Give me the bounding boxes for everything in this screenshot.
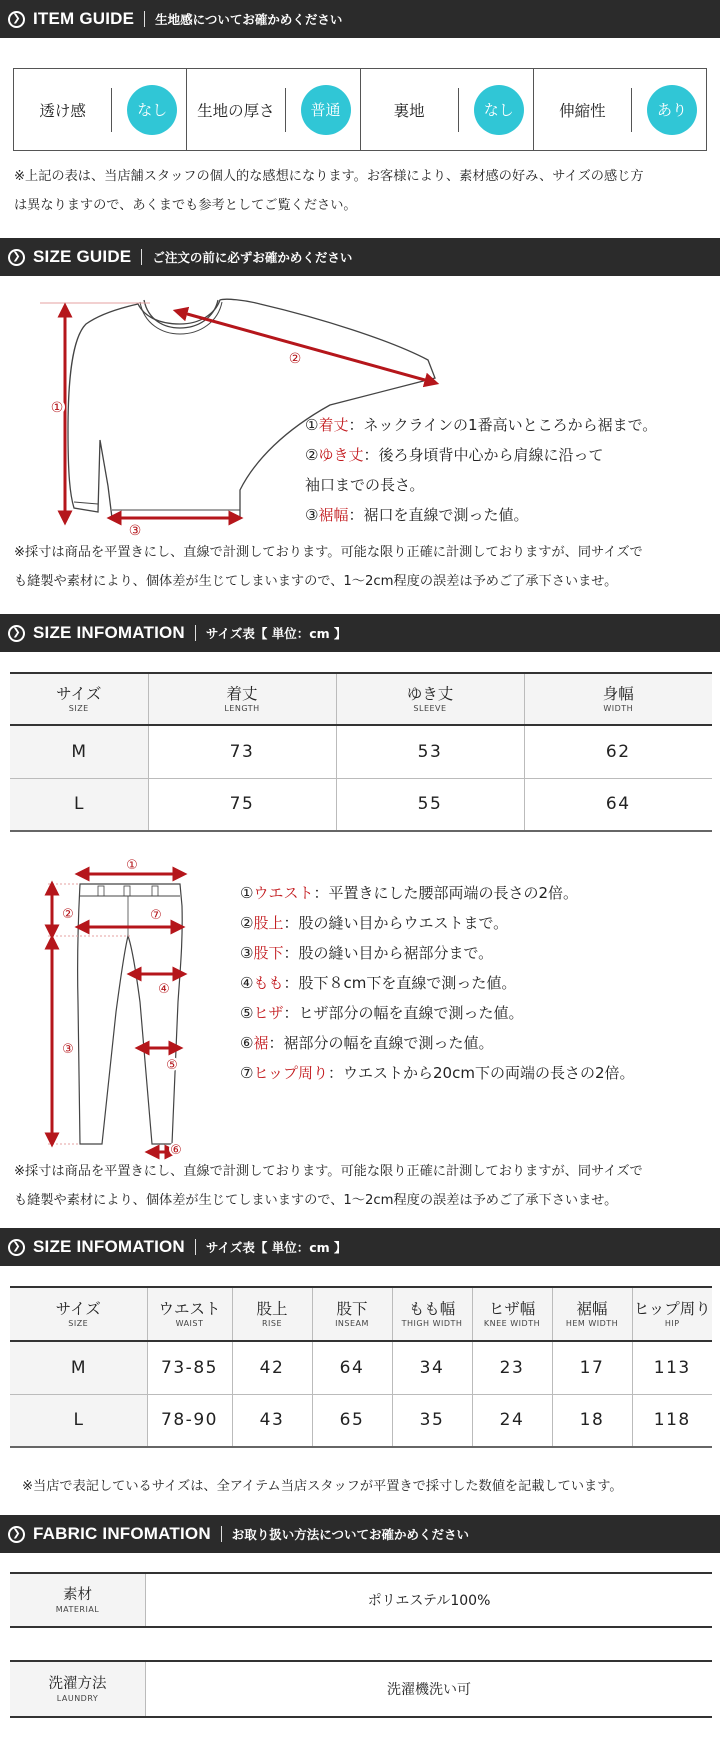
table-cell: 64 bbox=[524, 778, 712, 831]
size-table-top bbox=[10, 672, 712, 832]
desc-text: ：後ろ身頃背中心から肩線に沿って bbox=[363, 446, 604, 464]
marker-label: ② bbox=[62, 907, 74, 922]
size-guide-header bbox=[0, 238, 720, 276]
desc-line bbox=[240, 1058, 635, 1088]
desc-term: 着丈 bbox=[318, 416, 349, 434]
table-cell: 113 bbox=[632, 1341, 712, 1394]
size-table-bottom bbox=[10, 1286, 712, 1448]
guide-cell-transparency bbox=[14, 69, 187, 150]
column-header: 股下 INSEAM bbox=[312, 1287, 392, 1341]
desc-text: 袖口までの長さ。 bbox=[305, 476, 425, 494]
table-cell: M bbox=[10, 725, 148, 778]
pants-diagram bbox=[40, 852, 210, 1162]
desc-term: 股下 bbox=[253, 944, 284, 962]
table-cell: 64 bbox=[312, 1341, 392, 1394]
marker-label: ④ bbox=[158, 982, 170, 997]
column-header: サイズ SIZE bbox=[10, 1287, 147, 1341]
guide-divider bbox=[631, 88, 632, 132]
guide-badge: あり bbox=[647, 85, 697, 135]
guide-divider bbox=[285, 88, 286, 132]
desc-term: ウエスト bbox=[253, 884, 314, 902]
desc-num: ⑤ bbox=[240, 1004, 254, 1022]
desc-text: ：股の縫い目から裾部分まで。 bbox=[283, 944, 494, 962]
table-cell: 73-85 bbox=[147, 1341, 232, 1394]
desc-text: ：裾部分の幅を直線で測った値。 bbox=[268, 1034, 494, 1052]
table-row bbox=[10, 778, 712, 831]
marker-label: ③ bbox=[128, 523, 142, 539]
table-cell: 118 bbox=[632, 1394, 712, 1447]
table-row bbox=[10, 1394, 712, 1447]
note-line: も縫製や素材により、個体差が生じてしまいますので、1〜2cm程度の誤差は予めご了承下さいませ。 bbox=[14, 1193, 618, 1208]
desc-line bbox=[305, 500, 657, 530]
size-info-bottom-header bbox=[0, 1228, 720, 1266]
column-header: ゆき丈 SLEEVE bbox=[336, 673, 524, 725]
table-cell: 43 bbox=[232, 1394, 312, 1447]
table-cell: 35 bbox=[392, 1394, 472, 1447]
desc-term: 裾幅 bbox=[318, 506, 349, 524]
fabric-row-material bbox=[10, 1572, 712, 1628]
desc-line bbox=[305, 470, 657, 500]
fabric-info-header bbox=[0, 1515, 720, 1553]
header-divider bbox=[195, 1239, 196, 1255]
section-subtitle: 生地感についてお確かめください bbox=[155, 12, 343, 27]
item-guide-box bbox=[13, 68, 707, 151]
table-cell: L bbox=[10, 778, 148, 831]
table-cell: 18 bbox=[552, 1394, 632, 1447]
table-cell: M bbox=[10, 1341, 147, 1394]
table-cell: 75 bbox=[148, 778, 336, 831]
section-subtitle: ご注文の前に必ずお確かめください bbox=[152, 250, 353, 265]
fabric-key-jp: 洗濯方法 bbox=[48, 1675, 107, 1692]
desc-line bbox=[305, 410, 657, 440]
column-header: もも幅 THIGH WIDTH bbox=[392, 1287, 472, 1341]
guide-divider bbox=[111, 88, 112, 132]
chevron-right-icon: ❯ bbox=[8, 11, 25, 28]
marker-label: ① bbox=[126, 858, 138, 873]
note-line: も縫製や素材により、個体差が生じてしまいますので、1〜2cm程度の誤差は予めご了承下さいませ。 bbox=[14, 574, 618, 589]
marker-label: ② bbox=[288, 351, 302, 367]
desc-num: ⑦ bbox=[240, 1064, 254, 1082]
desc-num: ③ bbox=[240, 944, 254, 962]
column-header: 股上 RISE bbox=[232, 1287, 312, 1341]
fabric-value: ポリエステル100% bbox=[367, 1593, 491, 1609]
desc-num: ③ bbox=[305, 506, 319, 524]
desc-line bbox=[240, 998, 635, 1028]
fabric-row-laundry bbox=[10, 1660, 712, 1718]
table-cell: 55 bbox=[336, 778, 524, 831]
section-title: ITEM GUIDE bbox=[33, 9, 135, 28]
guide-cell-lining bbox=[361, 69, 534, 150]
fabric-key-jp: 素材 bbox=[63, 1586, 92, 1603]
desc-text: ：ウエストから20cm下の両端の長さの2倍。 bbox=[328, 1064, 635, 1082]
guide-badge: なし bbox=[127, 85, 177, 135]
size-info-top-header bbox=[0, 614, 720, 652]
table-cell: 62 bbox=[524, 725, 712, 778]
guide-label: 透け感 bbox=[39, 101, 86, 120]
guide-cell-thickness bbox=[187, 69, 360, 150]
table-row bbox=[10, 725, 712, 778]
desc-num: ⑥ bbox=[240, 1034, 254, 1052]
desc-term: もも bbox=[253, 974, 284, 992]
guide-label: 裏地 bbox=[393, 101, 425, 120]
note-line: ※上記の表は、当店舗スタッフの個人的な感想になります。お客様により、素材感の好み、サイズの感じ方 bbox=[14, 169, 644, 184]
desc-text: ：平置きにした腰部両端の長さの2倍。 bbox=[313, 884, 579, 902]
desc-line bbox=[240, 968, 635, 998]
item-guide-note bbox=[14, 162, 714, 220]
desc-text: ：裾口を直線で測った値。 bbox=[348, 506, 529, 524]
table-cell: 65 bbox=[312, 1394, 392, 1447]
table-cell: 42 bbox=[232, 1341, 312, 1394]
header-divider bbox=[195, 625, 196, 641]
section-title: SIZE INFOMATION bbox=[33, 623, 185, 642]
size-info-bottom-note: ※当店で表記しているサイズは、全アイテム当店スタッフが平置きで採寸した数値を記載しています。 bbox=[22, 1479, 623, 1494]
column-header: 着丈 LENGTH bbox=[148, 673, 336, 725]
chevron-right-icon: ❯ bbox=[8, 625, 25, 642]
section-title: FABRIC INFOMATION bbox=[33, 1524, 211, 1543]
pants-outline bbox=[78, 884, 183, 1144]
chevron-right-icon: ❯ bbox=[8, 1526, 25, 1543]
column-header: ヒップ周り HIP bbox=[632, 1287, 712, 1341]
marker-label: ⑥ bbox=[170, 1143, 182, 1158]
table-row bbox=[10, 1341, 712, 1394]
header-divider bbox=[144, 11, 145, 27]
column-header: ウエスト WAIST bbox=[147, 1287, 232, 1341]
marker-label: ① bbox=[50, 400, 64, 416]
table-cell: 34 bbox=[392, 1341, 472, 1394]
guide-label: 生地の厚さ bbox=[197, 101, 275, 120]
desc-num: ① bbox=[305, 416, 319, 434]
desc-num: ② bbox=[305, 446, 319, 464]
desc-text: ：ヒザ部分の幅を直線で測った値。 bbox=[283, 1004, 524, 1022]
item-guide-header bbox=[0, 0, 720, 38]
table-cell: 23 bbox=[472, 1341, 552, 1394]
desc-line bbox=[240, 908, 635, 938]
fabric-key-en: LAUNDRY bbox=[56, 1693, 99, 1703]
size-guide-descriptions bbox=[305, 410, 657, 530]
column-header: サイズ SIZE bbox=[10, 673, 148, 725]
desc-num: ② bbox=[240, 914, 254, 932]
desc-text: ：股下８cm下を直線で測った値。 bbox=[283, 974, 517, 992]
guide-divider bbox=[458, 88, 459, 132]
desc-text: ：股の縫い目からウエストまで。 bbox=[283, 914, 509, 932]
note-line: は異なりますので、あくまでも参考としてご覧ください。 bbox=[14, 198, 357, 213]
column-header: ヒザ幅 KNEE WIDTH bbox=[472, 1287, 552, 1341]
desc-term: 股上 bbox=[253, 914, 284, 932]
guide-badge: 普通 bbox=[301, 85, 351, 135]
note-line: ※採寸は商品を平置きにし、直線で計測しております。可能な限り正確に計測しておりますが、同サイズで bbox=[14, 1164, 643, 1179]
header-divider bbox=[141, 249, 142, 265]
guide-label: 伸縮性 bbox=[559, 101, 606, 120]
column-header: 裾幅 HEM WIDTH bbox=[552, 1287, 632, 1341]
desc-text: ：ネックラインの1番高いところから裾まで。 bbox=[348, 416, 658, 434]
desc-term: 裾 bbox=[253, 1034, 269, 1052]
table-cell: 24 bbox=[472, 1394, 552, 1447]
desc-line bbox=[240, 1028, 635, 1058]
pants-note bbox=[14, 1157, 714, 1215]
table-cell: 53 bbox=[336, 725, 524, 778]
guide-cell-stretch bbox=[534, 69, 706, 150]
header-divider bbox=[221, 1526, 222, 1542]
desc-line bbox=[240, 878, 635, 908]
size-guide-note bbox=[14, 538, 714, 596]
section-subtitle: サイズ表【 単位：cm 】 bbox=[205, 626, 347, 641]
chevron-right-icon: ❯ bbox=[8, 249, 25, 266]
fabric-key bbox=[10, 1662, 146, 1716]
chevron-right-icon: ❯ bbox=[8, 1239, 25, 1256]
desc-num: ① bbox=[240, 884, 254, 902]
desc-num: ④ bbox=[240, 974, 254, 992]
marker-label: ③ bbox=[62, 1042, 74, 1057]
fabric-key-en: MATERIAL bbox=[55, 1604, 100, 1614]
pants-descriptions bbox=[240, 878, 635, 1088]
fabric-key bbox=[10, 1574, 146, 1626]
desc-term: ゆき丈 bbox=[318, 446, 364, 464]
desc-term: ヒップ周り bbox=[253, 1064, 329, 1082]
section-subtitle: お取り扱い方法についてお確かめください bbox=[231, 1527, 470, 1542]
table-cell: 17 bbox=[552, 1341, 632, 1394]
table-cell: 78-90 bbox=[147, 1394, 232, 1447]
note-line: ※採寸は商品を平置きにし、直線で計測しております。可能な限り正確に計測しておりますが、同サイズで bbox=[14, 545, 643, 560]
marker-label: ⑦ bbox=[150, 908, 162, 923]
marker-label: ⑤ bbox=[166, 1058, 178, 1073]
desc-line bbox=[305, 440, 657, 470]
section-title: SIZE GUIDE bbox=[33, 247, 132, 266]
desc-line bbox=[240, 938, 635, 968]
fabric-value: 洗濯機洗い可 bbox=[387, 1682, 471, 1698]
column-header: 身幅 WIDTH bbox=[524, 673, 712, 725]
table-cell: 73 bbox=[148, 725, 336, 778]
table-cell: L bbox=[10, 1394, 147, 1447]
desc-term: ヒザ bbox=[253, 1004, 284, 1022]
section-title: SIZE INFOMATION bbox=[33, 1237, 185, 1256]
section-subtitle: サイズ表【 単位：cm 】 bbox=[205, 1240, 347, 1255]
guide-badge: なし bbox=[474, 85, 524, 135]
